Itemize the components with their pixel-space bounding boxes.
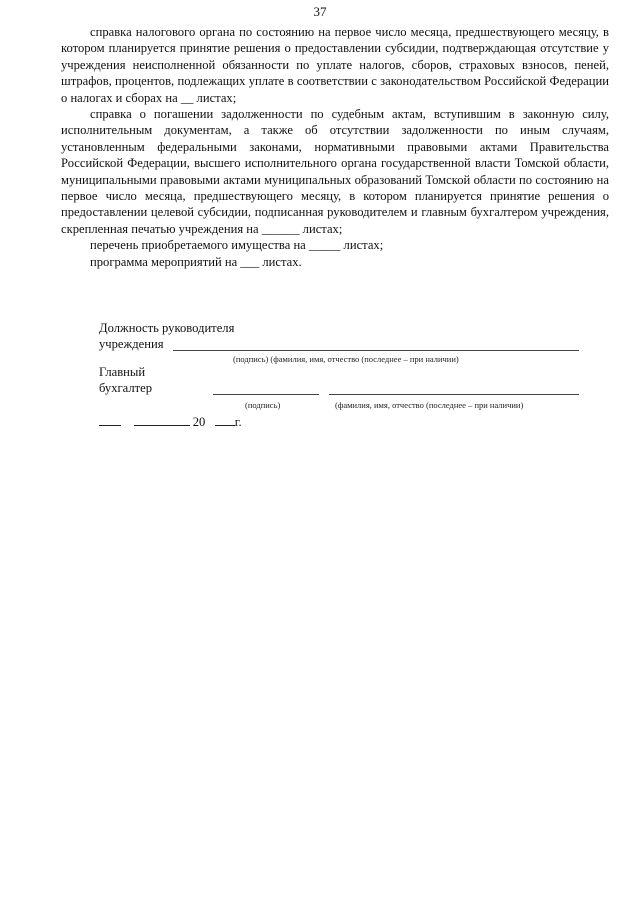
head-signature-row [99, 336, 589, 352]
head-title-row [99, 320, 589, 336]
document-body [61, 24, 609, 270]
accountant-label-line2: бухгалтер [99, 381, 153, 395]
accountant-name-caption: (фамилия, имя, отчество (последнее – при наличии) [335, 400, 524, 410]
page-number: 37 [313, 4, 327, 19]
year-suffix: г. [234, 415, 242, 429]
accountant-label-line1: Главный [99, 365, 146, 379]
year-blank [215, 413, 235, 426]
paragraph-tax-certificate: справка налогового органа по состоянию на первое число месяца, предшествующего месяцу, в котором планируется принятие решения о предоставлении субсидии, подтверждающая отсутствие у учреждения неисполненной обязанности по уплате налогов, сборов, страховых взносов, пеней, штрафов, процентов, подлежащих уплате в соответствии с законодательством Российской Федерации о налогах и сборах на __ листах; [61, 25, 609, 105]
accountant-row-1 [99, 364, 589, 380]
month-blank [134, 413, 190, 426]
head-signature-caption: (подпись) (фамилия, имя, отчество (последнее – при наличии) [233, 354, 459, 364]
accountant-signature-caption: (подпись) [245, 400, 281, 410]
date-line [99, 413, 242, 430]
head-title-label-line2: учреждения [99, 337, 164, 351]
paragraph-property-list: перечень приобретаемого имущества на _____ листах; [90, 238, 384, 253]
accountant-signature-line [213, 394, 319, 395]
accountant-name-line [329, 394, 579, 395]
day-blank [99, 413, 121, 426]
signature-block [99, 320, 589, 410]
year-prefix: 20 [192, 415, 206, 429]
head-title-label-line1: Должность руководителя [99, 321, 235, 335]
paragraph-program-of-events: программа мероприятий на ___ листах. [90, 254, 302, 269]
head-signature-line [173, 350, 579, 351]
accountant-row-2 [99, 380, 589, 396]
paragraph-court-debt-certificate: справка о погашении задолженности по судебным актам, вступившим в законную силу, исполнительным документам, а также об отсутствии задолженности по иным случаям, установленным федеральными законами, нормативными правовыми актами Правительства Российской Федерации, высшего исполнительного органа государственной власти Томской области, муниципальными правовыми актами муниципальных образований Томской области по состоянию на первое число месяца, предшествующего месяцу, в котором планируется принятие решения о предоставлении целевой субсидии, подписанная руководителем и главным бухгалтером учреждения, скрепленная печатью учреждения на ______ листах; [61, 107, 609, 236]
